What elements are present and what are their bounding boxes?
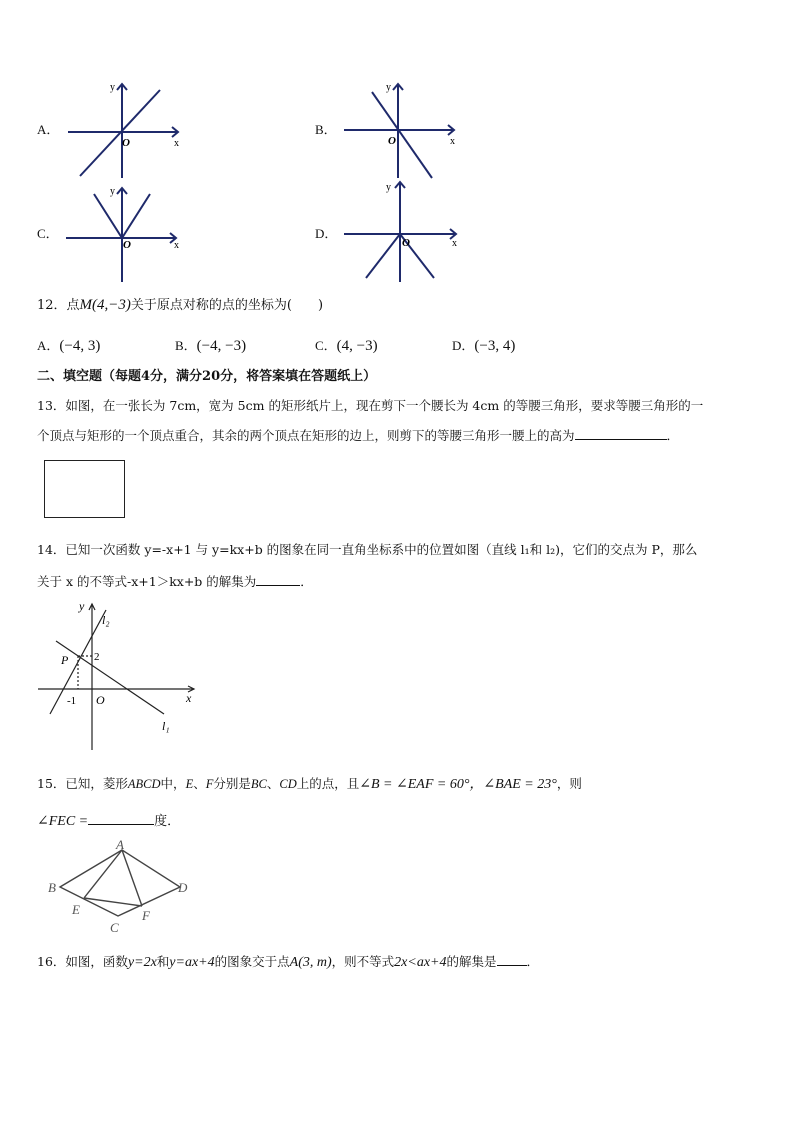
q11-option-d-label: D． <box>315 226 338 241</box>
q14-origin-label: O <box>96 693 105 707</box>
q12-option-b <box>175 338 246 355</box>
q14-line-1: 14．已知一次函数 y=-x+1 与 y=kx+b 的图象在同一直角坐标系中的位置如图（直线 l₁和 l₂)，它们的交点为 P，那么 <box>37 542 698 557</box>
q15-line-2 <box>37 812 180 830</box>
q15-fec: ∠FEC = <box>37 814 89 829</box>
q15-bc: BC <box>250 777 267 791</box>
q12-option-c-label: C． <box>315 338 337 353</box>
q11-b-x-label: x <box>450 136 455 147</box>
q14-x-axis-label: x <box>186 691 192 705</box>
q16-function-1: y=2x <box>127 955 157 970</box>
q15-rhombus-figure <box>44 838 200 936</box>
q15-answer-blank[interactable] <box>88 812 154 825</box>
q15-label-d: D <box>178 880 188 895</box>
q16-line <box>37 953 539 971</box>
q15-then: ，则 <box>556 776 582 791</box>
q12-option-c-value: (4, −3) <box>336 338 378 354</box>
q11-option-a-label: A． <box>37 122 60 137</box>
q16-text-b: 的图象交于点 <box>214 954 290 969</box>
q13-rectangle-figure <box>44 460 125 518</box>
q11-a-y-label: y <box>110 82 115 93</box>
q11-c-x-label: x <box>174 240 179 251</box>
q12-option-a <box>37 338 100 355</box>
q15-label-b: B <box>48 880 56 895</box>
q15-abcd: ABCD <box>127 777 161 791</box>
q12-option-d-value: (−3, 4) <box>474 338 516 354</box>
q11-d-origin-label: O <box>402 237 410 249</box>
q12-option-b-label: B． <box>175 338 197 353</box>
q14-line-2-end: ． <box>300 574 313 589</box>
q16-function-2: y=ax+4 <box>169 955 215 970</box>
q13-line-1: 13．如图，在一张长为 7cm，宽为 5cm 的矩形纸片上，现在剪下一个腰长为 4cm 的等腰三角形，要求等腰三角形的一 <box>37 398 704 413</box>
q12-option-c <box>315 338 378 355</box>
q12-option-d <box>452 338 515 355</box>
q14-answer-blank[interactable] <box>256 573 300 586</box>
q16-text-d: 的解集是 <box>446 954 497 969</box>
q11-c-origin-label: O <box>123 239 131 251</box>
q15-text-end: 度． <box>154 814 181 829</box>
q11-a-x-label: x <box>174 138 179 149</box>
q15-label-e: E <box>72 902 80 917</box>
q15-label-a: A <box>116 838 124 852</box>
q14-p-label: P <box>61 653 69 667</box>
q14-l1-label: l₁ <box>162 719 170 733</box>
q15-angles: ∠B = ∠EAF = 60°，∠BAE = 23° <box>359 777 557 792</box>
q12-option-a-label: A． <box>37 338 60 353</box>
q14-line-2-text: 关于 x 的不等式-x+1＞kx+b 的解集为 <box>37 574 257 589</box>
q11-d-x-label: x <box>452 238 457 249</box>
q15-cd: CD <box>279 777 297 791</box>
q13-line-2 <box>37 427 679 444</box>
q16-inequality: 2x<ax+4 <box>394 955 447 970</box>
q14-figure <box>34 598 204 754</box>
q11-b-y-label: y <box>386 82 391 93</box>
q16-end: ． <box>526 954 540 969</box>
q16-answer-blank[interactable] <box>497 953 527 966</box>
q15-text-a: 15．已知，菱形 <box>37 776 128 791</box>
q14-y-axis-label: y <box>79 599 85 613</box>
q15-label-f: F <box>142 908 150 923</box>
q15-text-c: 分别是 <box>213 776 251 791</box>
q15-label-c: C <box>110 920 119 935</box>
q14-line-2 <box>37 573 313 590</box>
q12-stem <box>37 297 323 314</box>
q14-two-label: 2 <box>94 651 100 663</box>
q13-line-2-end: ． <box>666 428 680 443</box>
q11-option-d-graph <box>340 178 470 286</box>
q11-option-b-label: B． <box>315 122 337 137</box>
q12-point: M(4,−3) <box>79 297 131 313</box>
q11-b-origin-label: O <box>388 135 396 147</box>
section-2-title: 二、填空题（每题4分，满分20分，将答案填在答题纸上） <box>37 369 377 384</box>
q15-e: E <box>185 777 194 791</box>
q11-option-c-label: C． <box>37 226 59 241</box>
q16-text-c: ，则不等式 <box>331 954 395 969</box>
q11-c-y-label: y <box>110 186 115 197</box>
q13-line-2-text: 个顶点与矩形的一个顶点重合，其余的两个顶点在矩形的边上，则剪下的等腰三角形一腰上的高为 <box>37 428 575 443</box>
q11-option-b-graph <box>340 78 470 180</box>
q12-option-b-value: (−4, −3) <box>196 338 247 354</box>
q14-l2-label: l₂ <box>102 613 110 627</box>
q16-and: 和 <box>156 954 170 969</box>
q11-option-c-graph <box>60 182 190 286</box>
q16-point-a: A(3, m) <box>289 955 332 970</box>
q15-sep-2: 、 <box>266 776 280 791</box>
q14-neg1-label: -1 <box>67 695 77 707</box>
q11-a-origin-label: O <box>122 137 130 149</box>
q11-option-a-graph <box>60 78 190 180</box>
q12-option-a-value: (−4, 3) <box>59 338 101 354</box>
q11-d-y-label: y <box>386 182 391 193</box>
q15-text-d: 上的点，且 <box>296 776 360 791</box>
q16-text-a: 16．如图，函数 <box>37 954 128 969</box>
q12-stem-suffix: 关于原点对称的点的坐标为( ) <box>130 298 324 313</box>
q15-sep-1: 、 <box>193 776 206 791</box>
q12-stem-prefix: 12．点 <box>37 298 80 313</box>
q13-answer-blank[interactable] <box>575 427 667 440</box>
q15-line-1 <box>37 776 582 793</box>
q15-text-b: 中， <box>160 776 186 791</box>
q15-f: F <box>205 777 214 791</box>
q12-option-d-label: D． <box>452 338 475 353</box>
